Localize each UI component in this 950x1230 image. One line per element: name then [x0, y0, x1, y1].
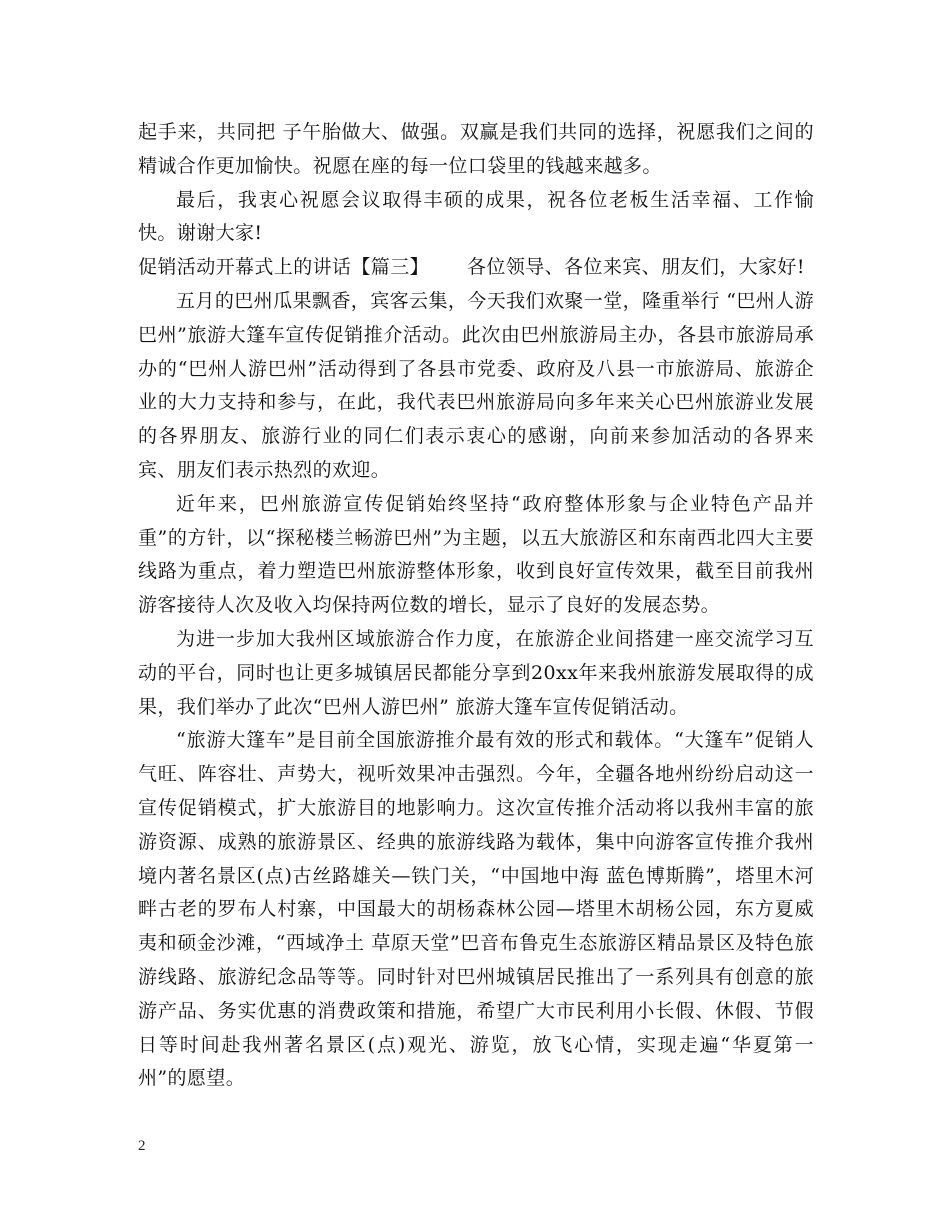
section-title: 促销活动开幕式上的讲话【篇三】: [138, 256, 430, 279]
page-number: 2: [138, 1138, 146, 1154]
paragraph-continuation: 起手来，共同把 子午胎做大、做强。双赢是我们共同的选择，祝愿我们之间的精诚合作更加愉快。祝愿在座的每一位口袋里的钱越来越多。: [138, 121, 814, 177]
body-paragraph: “旅游大篷车”是目前全国旅游推介最有效的形式和载体。“大篷车”促销人气旺、阵容壮、声势大，视听效果冲击强烈。今年，全疆各地州纷纷启动这一宣传促销模式，扩大旅游目的地影响力。这次宣传推介活动将以我州丰富的旅游资源、成熟的旅游景区、经典的旅游线路为载体，集中向游客宣传推介我州境内著名景区(点)古丝路雄关—铁门关，“中国地中海 蓝色博斯腾”，塔里木河畔古老的罗布人村寨，中国最大的胡杨森林公园—塔里木胡杨公园，东方夏威夷和硕金沙滩，“西域净土 草原天堂”巴音布鲁克生态旅游区精品景区及特色旅游线路、旅游纪念品等等。同时针对巴州城镇居民推出了一系列具有创意的旅游产品、务实优惠的消费政策和措施，希望广大市民利用小长假、休假、节假日等时间赴我州著名景区(点)观光、游览，放飞心情，实现走遍“华夏第一州”的愿望。: [138, 729, 814, 1090]
body-paragraph: 近年来，巴州旅游宣传促销始终坚持“政府整体形象与企业特色产品并重”的方针，以“探秘楼兰畅游巴州”为主题，以五大旅游区和东南西北四大主要线路为重点，着力塑造巴州旅游整体形象，收到良好宣传效果，截至目前我州游客接待人次及收入均保持两位数的增长，显示了良好的发展态势。: [138, 492, 814, 617]
paragraph-closing: 最后，我衷心祝愿会议取得丰硕的成果，祝各位老板生活幸福、工作愉快。谢谢大家!: [138, 188, 814, 245]
body-paragraph: 为进一步加大我州区域旅游合作力度，在旅游企业间搭建一座交流学习互动的平台，同时也让更多城镇居民都能分享到20xx年来我州旅游发展取得的成果，我们举办了此次“巴州人游巴州” 旅游大篷车宣传促销活动。: [138, 627, 814, 718]
section-heading-line: [138, 251, 814, 285]
speech-greeting: 各位领导、各位来宾、朋友们，大家好!: [467, 256, 805, 279]
document-body: [138, 116, 814, 1096]
body-paragraph: 五月的巴州瓜果飘香，宾客云集，今天我们欢聚一堂，隆重举行 “巴州人游巴州”旅游大篷车宣传促销推介活动。此次由巴州旅游局主办，各县市旅游局承办的“巴州人游巴州”活动得到了各县市党委、政府及八县一市旅游局、旅游企业的大力支持和参与，在此，我代表巴州旅游局向多年来关心巴州旅游业发展的各界朋友、旅游行业的同仁们表示衷心的感谢，向前来参加活动的各界来宾、朋友们表示热烈的欢迎。: [138, 289, 814, 481]
